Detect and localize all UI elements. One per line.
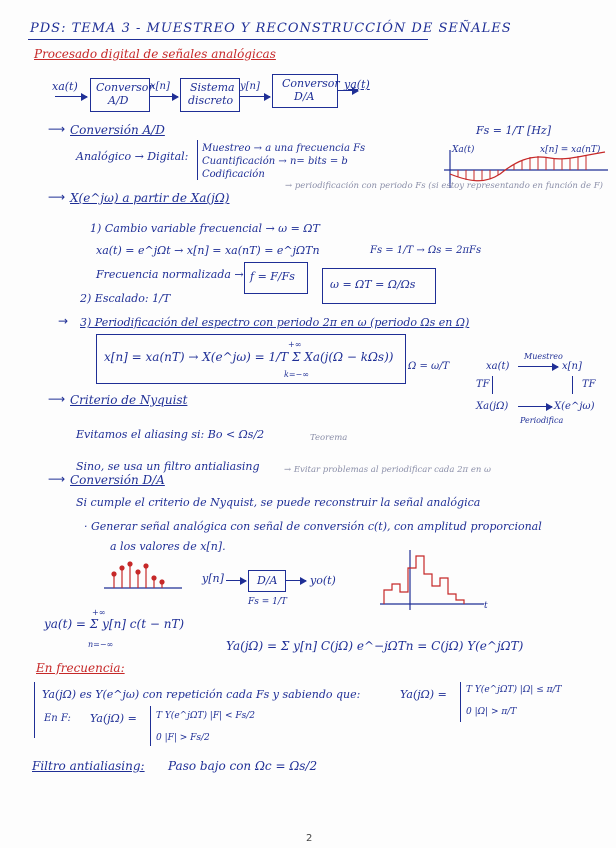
filtro: Filtro antialiasing:	[32, 759, 145, 773]
box-system-line1: Sistema	[190, 81, 235, 94]
diag-xn: x[n]	[562, 361, 582, 372]
sum-lower: k=−∞	[284, 370, 309, 379]
side-note: → periodificación con periodo Fs (si estoy representando en función de F)	[285, 181, 603, 191]
arrow-1	[150, 96, 178, 97]
ya-sum: ya(t) = Σ y[n] c(t − nT)	[44, 617, 185, 631]
step-muestreo: Muestreo → a una frecuencia Fs	[202, 143, 366, 154]
formula-text: x[n] = xa(nT) → X(e^jω) = 1/T Σ Xa(j(Ω − kΩs))	[104, 350, 394, 364]
step-codificacion: Codificación	[202, 169, 265, 180]
nyq-cumple: Si cumple el criterio de Nyquist, se puede reconstruir la señal analógica	[76, 496, 481, 509]
title-underline	[28, 39, 428, 40]
da-yn: y[n]	[202, 572, 224, 585]
freq-line: Ya(jΩ) es Y(e^jω) con repetición cada Fs y sabiendo que:	[42, 688, 361, 701]
diag-period: Periodifica	[520, 416, 564, 425]
staircase-t: t	[484, 601, 488, 611]
plot-label-xa: Xa(t)	[452, 145, 475, 155]
sum-upper: +∞	[288, 340, 302, 349]
page-title: PDS: TEMA 3 - MUESTREO Y RECONSTRUCCIÓN DE SEÑALES	[30, 21, 512, 36]
heading-conv-da: Conversión D/A	[70, 473, 165, 487]
omega-sub: Ω = ω/T	[408, 361, 450, 372]
heading-conv-ad: Conversión A/D	[70, 123, 165, 137]
box-system-line2: discreto	[188, 94, 234, 107]
box-ad-line2: A/D	[108, 94, 129, 107]
section-subtitle: Procesado digital de señales analógicas	[34, 47, 276, 61]
da-fs: Fs = 1/T	[248, 597, 287, 607]
box-ad-line1: Conversor	[96, 81, 154, 94]
antialias: Sino, se usa un filtro antialiasing	[76, 460, 260, 473]
diag-line-left	[492, 376, 493, 394]
diag-line-right	[572, 376, 573, 394]
fs-formula: Fs = 1/T [Hz]	[476, 124, 551, 137]
arrow-bullet: ⟶	[48, 122, 66, 136]
arrow-2	[240, 96, 270, 97]
diag-arrow-top	[518, 366, 558, 367]
arrow-in	[55, 96, 87, 97]
gen2: a los valores de x[n].	[110, 540, 226, 553]
diagram-output-label: ya(t)	[344, 78, 370, 91]
antialias-note: → Evitar problemas al periodificar cada 2π en ω	[284, 465, 491, 475]
diag-muestreo: Muestreo	[524, 352, 563, 361]
en-f-case1: T Y(e^jΩT) |F| < Fs/2	[156, 711, 256, 721]
arrow-bullet: →	[58, 314, 69, 328]
Ya-brace	[460, 682, 461, 722]
ya-lower: n=−∞	[88, 640, 114, 649]
gen: · Generar señal analógica con señal de conversión c(t), con amplitud proporcional	[84, 520, 542, 533]
da-arrow-out	[286, 580, 306, 581]
box-da-line2: D/A	[294, 90, 315, 103]
fs-omega: Fs = 1/T → Ωs = 2πFs	[370, 245, 482, 256]
Ya-sum: Ya(jΩ) = Σ y[n] C(jΩ) e^−jΩTn = C(jΩ) Y(e^jΩT)	[226, 639, 524, 653]
signal-xn: x[n]	[150, 81, 170, 92]
item3: 3) Periodificación del espectro con periodo 2π en ω (periodo Ωs en Ω)	[80, 316, 470, 329]
f-norm: f = F/Fs	[250, 270, 295, 283]
diagram-input-label: xa(t)	[52, 80, 78, 93]
en-f: En F:	[44, 713, 71, 724]
arrow-bullet: ⟶	[48, 392, 66, 406]
signal-yn: y[n]	[240, 81, 260, 92]
Ya-case2: 0 |Ω| > π/T	[466, 707, 517, 717]
item1: 1) Cambio variable frecuencial → ω = ΩT	[90, 222, 320, 235]
item1a: xa(t) = e^jΩt → x[n] = xa(nT) = e^jΩTn	[96, 244, 320, 257]
staircase-plot	[380, 548, 490, 612]
diag-Xe: X(e^jω)	[554, 401, 595, 412]
Ya-def: Ya(jΩ) =	[400, 688, 447, 701]
Ya-case1: T Y(e^jΩT) |Ω| ≤ π/T	[466, 685, 562, 695]
brace	[197, 140, 198, 180]
analog-digital: Analógico → Digital:	[76, 150, 189, 163]
da-arrow-in	[226, 580, 246, 581]
arrow-bullet: ⟶	[48, 472, 66, 486]
en-f-def: Ya(jΩ) =	[90, 712, 137, 725]
aliasing: Evitamos el aliasing si: Bo < Ωs/2	[76, 428, 265, 441]
plot-label-xn: x[n] = xa(nT)	[540, 145, 601, 155]
ya-upper: +∞	[92, 608, 106, 617]
heading-freq: En frecuencia:	[36, 661, 125, 675]
item1b: Frecuencia normalizada →	[96, 268, 244, 281]
en-f-brace	[150, 706, 151, 746]
page-number: 2	[306, 833, 313, 844]
da-box-label: D/A	[257, 574, 278, 587]
heading-nyquist: Criterio de Nyquist	[70, 393, 188, 407]
arrow-bullet: ⟶	[48, 190, 66, 204]
da-yo: yo(t)	[310, 574, 336, 587]
box-da-line1: Conversor	[282, 77, 340, 90]
step-cuantificacion: Cuantificación → n= bits = b	[202, 156, 348, 167]
diag-tf-right: TF	[582, 379, 596, 390]
aliasing-gray: Teorema	[310, 433, 348, 443]
diag-tf-left: TF	[476, 379, 490, 390]
en-f-case2: 0 |F| > Fs/2	[156, 733, 210, 743]
diag-xa: xa(t)	[486, 361, 510, 372]
omega-norm: ω = ΩT = Ω/Ωs	[330, 278, 416, 291]
item2: 2) Escalado: 1/T	[80, 292, 171, 305]
diag-Xa: Xa(jΩ)	[476, 401, 509, 412]
freq-bracket	[34, 682, 35, 738]
heading-x-ejw: X(e^jω) a partir de Xa(jΩ)	[70, 191, 230, 205]
diag-arrow-bottom	[518, 406, 552, 407]
stem-plot	[104, 560, 184, 592]
filtro-line: Paso bajo con Ωc = Ωs/2	[168, 759, 318, 773]
